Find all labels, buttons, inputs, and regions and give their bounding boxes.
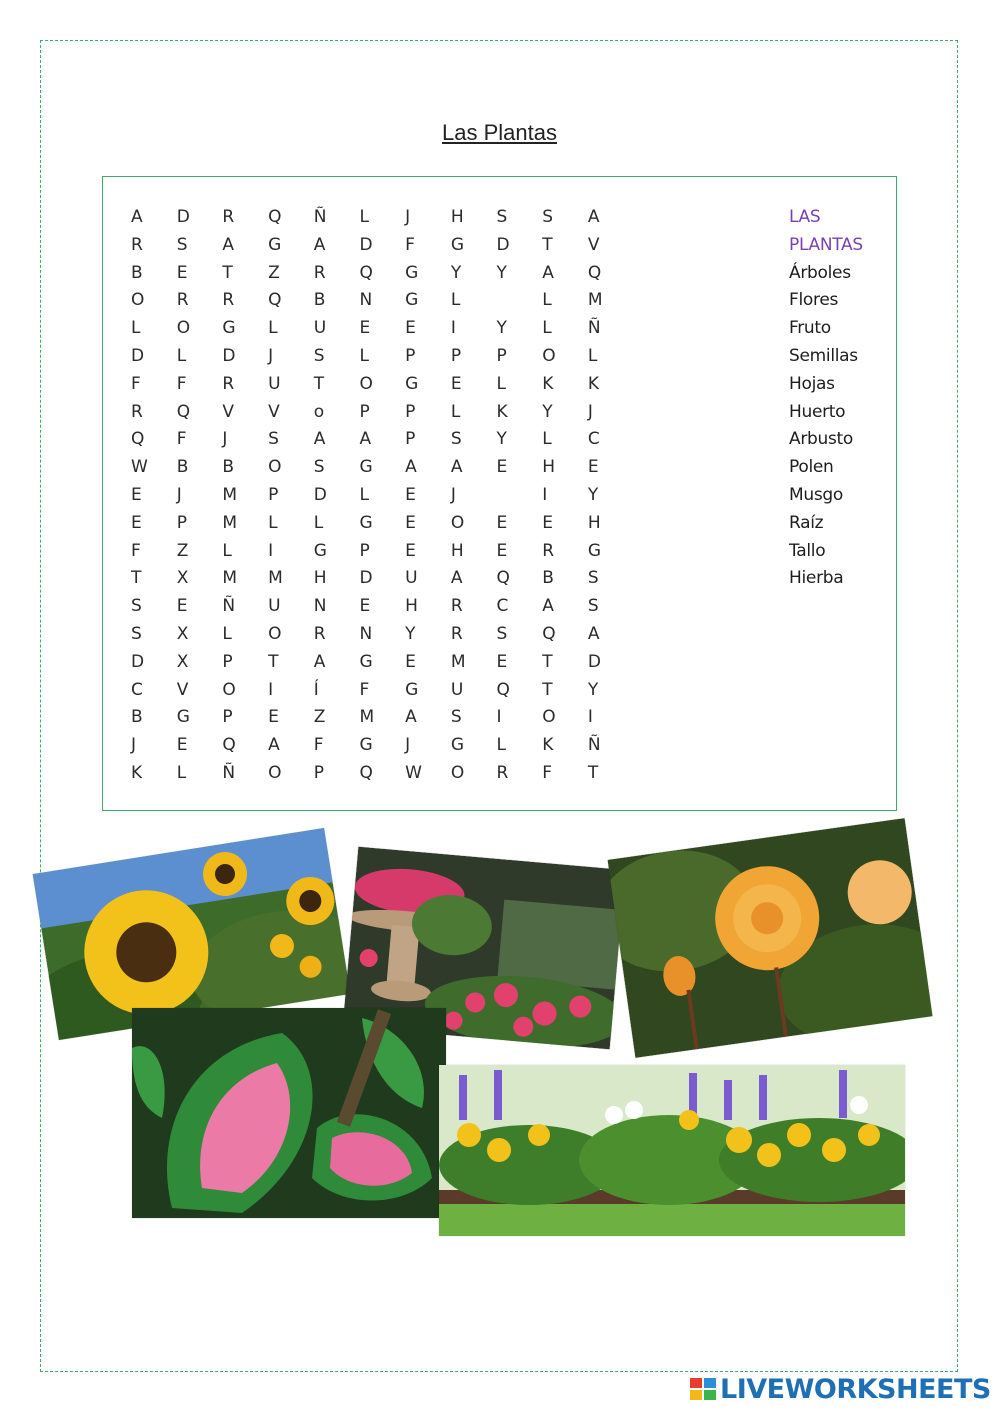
grid-cell[interactable]: B	[131, 262, 143, 283]
grid-cell[interactable]: J	[222, 429, 228, 450]
grid-cell[interactable]: P	[359, 401, 370, 422]
grid-cell[interactable]: I	[542, 484, 548, 505]
grid-cell[interactable]: E	[496, 457, 508, 478]
grid-cell[interactable]: Y	[405, 623, 416, 644]
grid-cell[interactable]: Ñ	[313, 207, 327, 227]
grid-cell[interactable]: B	[313, 290, 326, 311]
grid-cell[interactable]: E	[176, 262, 188, 283]
grid-cell[interactable]: K	[131, 762, 143, 783]
grid-cell[interactable]: S	[268, 429, 279, 450]
grid-cell[interactable]: E	[131, 512, 142, 533]
grid-cell[interactable]: S	[313, 457, 325, 478]
grid-cell[interactable]: J	[405, 207, 411, 227]
grid-cell[interactable]: R	[496, 762, 509, 783]
grid-cell[interactable]: G	[359, 651, 373, 672]
grid-cell[interactable]: E	[542, 512, 553, 533]
grid-cell[interactable]: L	[176, 762, 187, 783]
page-title: Las Plantas	[442, 120, 557, 145]
grid-cell[interactable]: O	[131, 290, 145, 311]
grid-cell[interactable]: A	[268, 735, 280, 756]
grid-cell[interactable]: Q	[222, 735, 236, 756]
grid-cell[interactable]: A	[313, 651, 326, 672]
grid-cell[interactable]: A	[450, 568, 463, 589]
grid-cell[interactable]: A	[405, 707, 417, 728]
grid-cell[interactable]: L	[222, 540, 232, 561]
logo-text: LIVEWORKSHEETS	[720, 1373, 991, 1405]
grid-cell[interactable]: H	[313, 568, 327, 589]
grid-cell[interactable]: G	[268, 234, 282, 255]
grid-cell[interactable]: L	[450, 401, 461, 422]
grid-cell[interactable]: O	[450, 512, 465, 533]
grid-cell[interactable]: O	[268, 623, 282, 644]
grid-cell[interactable]: P	[268, 484, 279, 505]
grid-cell[interactable]: I	[268, 679, 274, 700]
grid-cell[interactable]: G	[176, 707, 190, 728]
grid-cell[interactable]: J	[450, 484, 456, 505]
grid-cell[interactable]: E	[587, 457, 599, 478]
grid-cell[interactable]: Y	[450, 262, 462, 283]
grid-cell[interactable]: R	[222, 290, 235, 311]
grid-cell[interactable]: Q	[496, 568, 510, 589]
grid-cell[interactable]: Z	[313, 707, 326, 728]
grid-cell[interactable]: S	[587, 568, 599, 589]
grid-cell[interactable]: D	[359, 568, 373, 589]
grid-cell[interactable]: S	[313, 345, 325, 366]
grid-cell[interactable]: L	[496, 373, 506, 394]
grid-cell[interactable]: P	[450, 345, 462, 366]
grid-cell[interactable]: R	[222, 207, 235, 227]
grid-cell[interactable]: A	[405, 457, 417, 478]
word-list-item: Hierba	[789, 568, 844, 589]
grid-cell[interactable]: G	[405, 679, 419, 700]
grid-cell[interactable]: Y	[496, 262, 507, 283]
word-list-title: LAS PLANTAS	[789, 207, 863, 255]
grid-cell[interactable]: E	[496, 651, 508, 672]
grid-cell[interactable]: Q	[359, 262, 373, 283]
grid-cell[interactable]: D	[222, 345, 236, 366]
grid-cell[interactable]: A	[587, 623, 600, 644]
grid-cell[interactable]: o	[313, 401, 325, 422]
grid-cell[interactable]: P	[405, 345, 416, 366]
grid-cell[interactable]: X	[176, 568, 189, 589]
grid-cell[interactable]: Ñ	[222, 762, 236, 783]
grid-cell[interactable]: I	[450, 318, 456, 339]
grid-cell[interactable]: L	[359, 484, 369, 505]
grid-cell[interactable]: D	[176, 207, 190, 227]
grid-cell[interactable]: B	[222, 457, 235, 478]
grid-cell[interactable]: E	[131, 484, 142, 505]
grid-cell[interactable]: H	[450, 540, 464, 561]
grid-cell[interactable]: C	[587, 429, 600, 450]
grid-cell[interactable]: A	[542, 262, 554, 283]
grid-cell[interactable]: P	[405, 429, 416, 450]
grid-cell[interactable]: F	[176, 373, 187, 394]
grid-cell[interactable]: Z	[268, 262, 280, 283]
photo-flower-bed	[439, 1065, 905, 1236]
grid-cell[interactable]: P	[222, 651, 233, 672]
grid-cell[interactable]: D	[359, 234, 373, 255]
grid-cell[interactable]: D	[131, 651, 145, 672]
grid-cell[interactable]: T	[542, 234, 553, 255]
grid-cell[interactable]: U	[268, 596, 281, 617]
grid-cell[interactable]: N	[313, 596, 327, 617]
grid-cell[interactable]: A	[313, 234, 326, 255]
grid-cell[interactable]: E	[268, 707, 279, 728]
grid-cell[interactable]: H	[587, 512, 601, 533]
word-list-item: Polen	[789, 457, 834, 478]
grid-cell[interactable]: P	[405, 401, 416, 422]
grid-cell[interactable]: V	[222, 401, 235, 422]
grid-cell[interactable]: R	[313, 623, 326, 644]
grid-cell[interactable]: W	[405, 762, 422, 783]
grid-cell[interactable]: T	[587, 762, 599, 783]
grid-cell[interactable]: S	[587, 596, 599, 617]
grid-cell[interactable]: A	[587, 207, 600, 227]
grid-cell[interactable]: Y	[496, 318, 507, 339]
grid-cell[interactable]: O	[268, 762, 282, 783]
grid-cell[interactable]: F	[313, 735, 324, 756]
grid-cell[interactable]: Z	[176, 540, 189, 561]
grid-cell[interactable]: Y	[587, 484, 599, 505]
grid-cell[interactable]: S	[542, 207, 553, 227]
liveworksheets-logo	[690, 1372, 991, 1406]
grid-cell[interactable]: G	[222, 318, 236, 339]
grid-cell[interactable]: A	[542, 596, 554, 617]
grid-cell[interactable]: P	[222, 707, 233, 728]
grid-cell[interactable]: G	[450, 735, 464, 756]
grid-cell[interactable]: S	[496, 207, 508, 227]
grid-cell[interactable]: L	[542, 290, 552, 311]
grid-cell[interactable]: G	[405, 373, 419, 394]
grid-cell[interactable]: U	[268, 373, 281, 394]
grid-cell[interactable]: O	[176, 318, 191, 339]
grid-cell[interactable]: A	[450, 457, 463, 478]
grid-cell[interactable]: R	[542, 540, 554, 561]
grid-cell[interactable]: L	[542, 429, 552, 450]
photo-caladium	[132, 1008, 446, 1218]
grid-cell[interactable]: K	[587, 373, 600, 394]
grid-cell[interactable]: B	[176, 457, 189, 478]
grid-cell[interactable]: G	[313, 540, 327, 561]
word-list-item: Raíz	[789, 512, 824, 533]
grid-cell[interactable]: J	[268, 345, 274, 366]
grid-cell[interactable]: O	[450, 762, 465, 783]
grid-cell[interactable]: B	[131, 707, 143, 728]
grid-cell[interactable]: U	[450, 679, 464, 700]
word-list-item: Hojas	[789, 373, 835, 394]
grid-cell[interactable]: E	[405, 484, 416, 505]
grid-cell[interactable]: B	[542, 568, 554, 589]
word-search-box	[102, 176, 897, 811]
grid-cell[interactable]: O	[542, 345, 556, 366]
grid-cell[interactable]: E	[405, 540, 416, 561]
grid-cell[interactable]: T	[542, 651, 553, 672]
grid-cell[interactable]: H	[542, 457, 555, 478]
grid-cell[interactable]: Q	[131, 429, 145, 450]
letter-grid	[131, 204, 634, 788]
grid-cell[interactable]: E	[405, 512, 416, 533]
grid-cell[interactable]: I	[587, 707, 593, 728]
grid-cell[interactable]: F	[131, 373, 141, 394]
grid-cell[interactable]: J	[587, 401, 593, 422]
grid-cell[interactable]: Q	[268, 207, 282, 227]
photo-dahlia	[608, 818, 933, 1058]
grid-cell[interactable]: K	[496, 401, 508, 422]
grid-cell[interactable]: G	[359, 457, 373, 478]
grid-cell[interactable]: R	[313, 262, 326, 283]
grid-cell[interactable]: Q	[268, 290, 282, 311]
grid-cell[interactable]	[497, 482, 543, 510]
word-list-item: Fruto	[789, 318, 831, 339]
grid-cell[interactable]: L	[268, 512, 278, 533]
grid-cell[interactable]: Q	[176, 401, 191, 422]
grid-cell[interactable]: R	[450, 623, 463, 644]
grid-cell[interactable]: L	[359, 345, 369, 366]
grid-cell[interactable]: G	[587, 540, 602, 561]
grid-cell[interactable]: M	[222, 484, 238, 505]
grid-cell[interactable]: R	[450, 596, 463, 617]
grid-cell[interactable]: D	[587, 651, 601, 672]
grid-cell[interactable]: F	[359, 679, 370, 700]
word-list-item: Huerto	[789, 401, 846, 422]
grid-cell[interactable]: D	[131, 345, 145, 366]
grid-cell[interactable]: D	[496, 234, 510, 255]
grid-cell[interactable]: Ñ	[587, 735, 601, 756]
grid-cell[interactable]: H	[450, 207, 464, 227]
grid-cell[interactable]: O	[542, 707, 556, 728]
grid-cell[interactable]: Y	[542, 401, 553, 422]
grid-cell[interactable]: S	[450, 429, 462, 450]
grid-cell[interactable]: Í	[313, 679, 319, 700]
grid-cell[interactable]: G	[450, 234, 464, 255]
grid-cell[interactable]: I	[496, 707, 502, 728]
grid-cell[interactable]: M	[222, 568, 238, 589]
grid-cell[interactable]: T	[313, 373, 325, 394]
grid-cell[interactable]: G	[405, 290, 419, 311]
word-list-item: Tallo	[789, 540, 826, 561]
grid-cell[interactable]: Ñ	[222, 596, 236, 617]
grid-cell[interactable]: R	[176, 290, 189, 311]
grid-cell[interactable]: E	[359, 596, 371, 617]
grid-cell[interactable]: O	[222, 679, 236, 700]
grid-cell[interactable]: Y	[587, 679, 599, 700]
word-list-item: Árboles	[789, 262, 851, 283]
grid-cell[interactable]: K	[542, 735, 554, 756]
grid-cell[interactable]: L	[176, 345, 187, 366]
grid-cell[interactable]: F	[405, 234, 415, 255]
grid-cell[interactable]	[497, 287, 543, 315]
grid-cell[interactable]: M	[450, 651, 466, 672]
logo-icon	[690, 1376, 718, 1402]
grid-cell[interactable]: L	[131, 318, 141, 339]
grid-cell[interactable]: T	[222, 262, 233, 283]
grid-cell[interactable]: L	[587, 345, 598, 366]
grid-cell[interactable]: O	[359, 373, 373, 394]
grid-cell[interactable]: Q	[542, 623, 556, 644]
grid-cell[interactable]: E	[176, 735, 188, 756]
grid-cell[interactable]: X	[176, 651, 189, 672]
grid-cell[interactable]: S	[131, 623, 142, 644]
grid-cell[interactable]: S	[131, 596, 142, 617]
grid-cell[interactable]: A	[222, 234, 235, 255]
grid-cell[interactable]: P	[176, 512, 187, 533]
grid-cell[interactable]: S	[176, 234, 188, 255]
grid-cell[interactable]: Q	[359, 762, 373, 783]
grid-cell[interactable]: V	[587, 234, 600, 255]
grid-cell[interactable]: L	[450, 290, 461, 311]
grid-cell[interactable]: I	[268, 540, 274, 561]
grid-cell[interactable]: R	[131, 234, 143, 255]
grid-cell[interactable]: E	[405, 651, 416, 672]
grid-cell[interactable]: L	[496, 735, 506, 756]
grid-cell[interactable]: P	[313, 762, 325, 783]
grid-cell[interactable]: M	[268, 568, 283, 589]
grid-cell[interactable]: W	[131, 457, 148, 478]
grid-cell[interactable]: E	[496, 540, 508, 561]
grid-cell[interactable]: A	[359, 429, 372, 450]
grid-cell[interactable]: V	[176, 679, 189, 700]
grid-cell[interactable]: P	[496, 345, 507, 366]
grid-cell[interactable]: U	[405, 568, 418, 589]
grid-cell[interactable]: U	[313, 318, 327, 339]
grid-cell[interactable]: L	[222, 623, 232, 644]
word-list-item: Semillas	[789, 345, 858, 366]
grid-cell[interactable]: O	[268, 457, 282, 478]
grid-cell[interactable]: L	[268, 318, 278, 339]
grid-cell[interactable]: N	[359, 290, 373, 311]
grid-cell[interactable]: M	[222, 512, 238, 533]
grid-cell[interactable]: G	[359, 512, 373, 533]
grid-cell[interactable]: E	[359, 318, 371, 339]
grid-cell[interactable]: J	[405, 735, 411, 756]
grid-cell[interactable]: E	[496, 512, 508, 533]
grid-cell[interactable]: P	[359, 540, 370, 561]
word-list-item: Flores	[789, 290, 839, 311]
grid-cell[interactable]: M	[587, 290, 603, 311]
grid-cell[interactable]: E	[405, 318, 416, 339]
grid-cell[interactable]: R	[131, 401, 143, 422]
grid-cell[interactable]: T	[268, 651, 279, 672]
grid-cell[interactable]: F	[131, 540, 141, 561]
grid-cell[interactable]: S	[450, 707, 462, 728]
grid-cell[interactable]: X	[176, 623, 189, 644]
grid-cell[interactable]: F	[542, 762, 552, 783]
grid-cell[interactable]: J	[176, 484, 182, 505]
grid-cell[interactable]: C	[131, 679, 143, 700]
grid-cell[interactable]: K	[542, 373, 554, 394]
grid-cell[interactable]: Ñ	[587, 318, 601, 339]
grid-cell[interactable]: F	[176, 429, 187, 450]
grid-cell[interactable]: C	[496, 596, 509, 617]
grid-cell[interactable]: A	[313, 429, 326, 450]
grid-cell[interactable]: J	[131, 735, 137, 756]
grid-cell[interactable]: Q	[587, 262, 602, 283]
grid-cell[interactable]: V	[268, 401, 280, 422]
word-list-item: Musgo	[789, 484, 843, 505]
grid-cell[interactable]: T	[542, 679, 553, 700]
grid-cell[interactable]: L	[313, 512, 324, 533]
grid-cell[interactable]: A	[131, 207, 143, 227]
word-list-item: Arbusto	[789, 429, 854, 450]
grid-cell[interactable]: L	[359, 207, 369, 227]
grid-cell[interactable]: G	[359, 735, 373, 756]
grid-cell[interactable]: M	[359, 707, 375, 728]
grid-cell[interactable]: Y	[496, 429, 507, 450]
word-list	[789, 204, 896, 593]
grid-cell[interactable]: L	[542, 318, 552, 339]
grid-cell[interactable]: G	[405, 262, 419, 283]
grid-cell[interactable]: S	[496, 623, 508, 644]
grid-cell[interactable]: E	[176, 596, 188, 617]
grid-cell[interactable]: T	[131, 568, 142, 589]
grid-cell[interactable]: R	[222, 373, 235, 394]
grid-cell[interactable]: N	[359, 623, 373, 644]
grid-cell[interactable]: D	[313, 484, 327, 505]
grid-cell[interactable]: E	[450, 373, 462, 394]
grid-cell[interactable]: H	[405, 596, 418, 617]
grid-cell[interactable]: Q	[496, 679, 510, 700]
